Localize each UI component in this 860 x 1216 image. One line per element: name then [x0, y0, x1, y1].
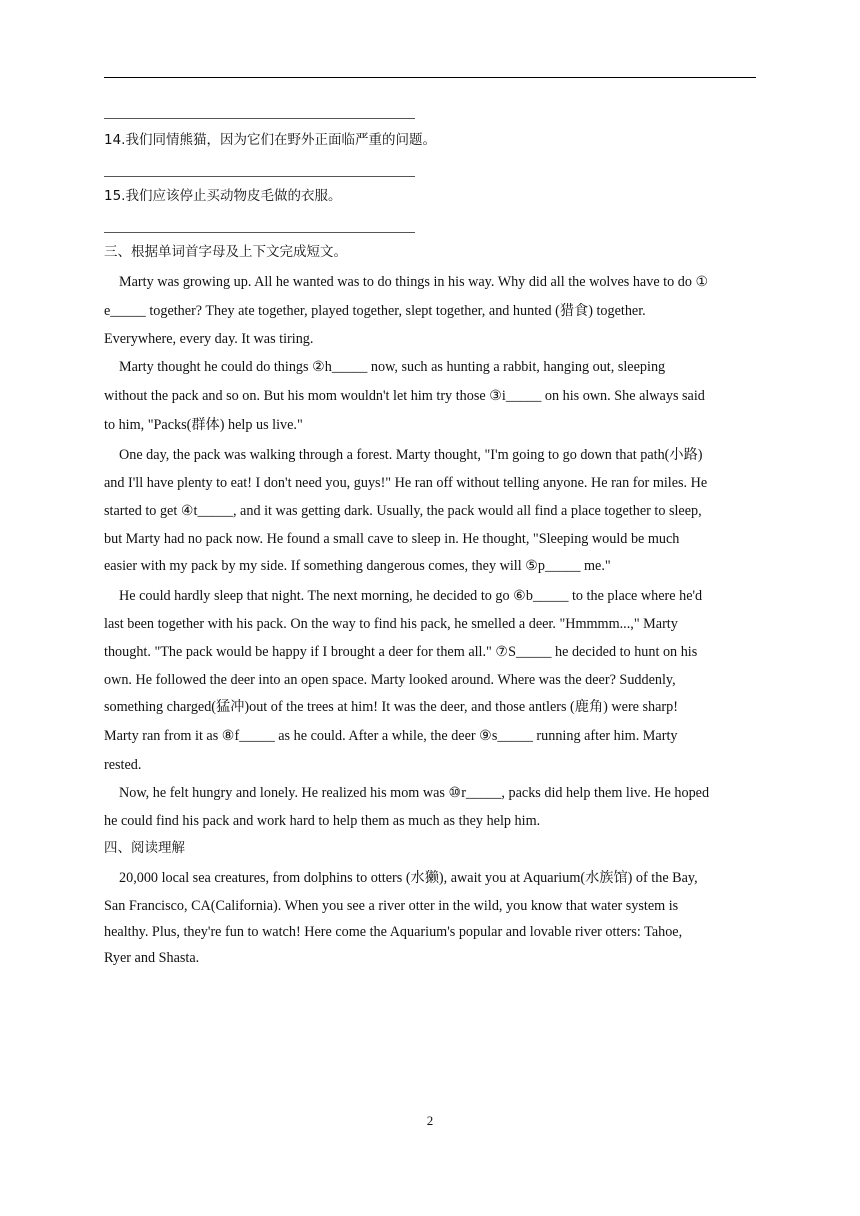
answer-line-15 — [104, 232, 415, 233]
answer-line-14 — [104, 176, 415, 177]
passage-line: Everywhere, every day. It was tiring. — [104, 331, 314, 347]
passage-line: thought. "The pack would be happy if I brought a deer for them all." ⑦S_____ he decided to hunt on his — [104, 644, 698, 660]
passage-line: Now, he felt hungry and lonely. He realized his mom was ⑩r_____, packs did help them live. He hoped — [119, 785, 710, 801]
section-4-heading: 四、阅读理解 — [104, 840, 185, 856]
passage-line: e_____ together? They ate together, played together, slept together, and hunted (猎食) together. — [104, 303, 646, 319]
answer-line-13 — [104, 118, 415, 119]
passage-line: something charged(猛冲)out of the trees at him! It was the deer, and those antlers (鹿角) were sharp! — [104, 699, 678, 715]
passage-line: he could find his pack and work hard to help them as much as they help him. — [104, 813, 541, 829]
question-14: 14.我们同情熊猫，因为它们在野外正面临严重的问题。 — [104, 132, 436, 148]
passage-line: to him, "Packs(群体) help us live." — [104, 417, 303, 433]
passage-line: He could hardly sleep that night. The next morning, he decided to go ⑥b_____ to the place where he'd — [119, 588, 703, 604]
passage-line: Marty ran from it as ⑧f_____ as he could. After a while, the deer ⑨s_____ running after him. Marty — [104, 728, 678, 744]
passage-line: started to get ④t_____, and it was getting dark. Usually, the pack would all find a place together to sleep, — [104, 503, 702, 519]
passage-line: easier with my pack by my side. If something dangerous comes, they will ⑤p_____ me." — [104, 558, 611, 574]
passage-line: San Francisco, CA(California). When you see a river otter in the wild, you know that water system is — [104, 898, 679, 914]
passage-line: One day, the pack was walking through a forest. Marty thought, "I'm going to go down that path(小路) — [119, 447, 703, 463]
passage-line: Marty was growing up. All he wanted was to do things in his way. Why did all the wolves have to do ① — [119, 274, 709, 290]
passage-line: healthy. Plus, they're fun to watch! Here come the Aquarium's popular and lovable river otters: Tahoe, — [104, 924, 683, 940]
passage-line: Ryer and Shasta. — [104, 950, 200, 966]
header-rule — [104, 77, 756, 78]
passage-line: Marty thought he could do things ②h_____ now, such as hunting a rabbit, hanging out, sleeping — [119, 359, 666, 375]
page-number: 2 — [426, 1113, 434, 1128]
question-15: 15.我们应该停止买动物皮毛做的衣服。 — [104, 188, 342, 204]
passage-line: and I'll have plenty to eat! I don't need you, guys!" He ran off without telling anyone. He ran for miles. He — [104, 475, 708, 491]
passage-line: but Marty had no pack now. He found a small cave to sleep in. He thought, "Sleeping would be much — [104, 531, 680, 547]
passage-line: own. He followed the deer into an open space. Marty looked around. Where was the deer? Suddenly, — [104, 672, 676, 688]
passage-line: 20,000 local sea creatures, from dolphins to otters (水獭), await you at Aquarium(水族馆) of the Bay, — [119, 870, 698, 886]
passage-line: rested. — [104, 757, 142, 773]
section-3-heading: 三、根据单词首字母及上下文完成短文。 — [104, 244, 347, 260]
passage-line: last been together with his pack. On the way to find his pack, he smelled a deer. "Hmmmm...," Marty — [104, 616, 678, 632]
passage-line: without the pack and so on. But his mom wouldn't let him try those ③i_____ on his own. She always said — [104, 388, 705, 404]
